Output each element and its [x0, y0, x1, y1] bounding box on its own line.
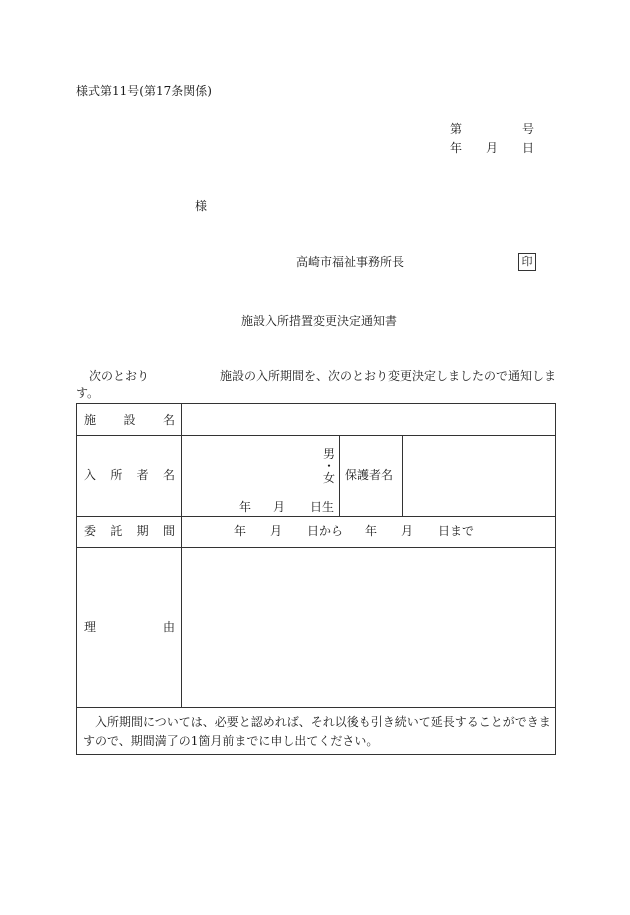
period-end-month: 月	[401, 524, 414, 538]
period-end-year: 年	[365, 524, 378, 538]
birth-day: 日生	[310, 500, 335, 514]
addressee-suffix: 様	[195, 199, 208, 213]
facility-name-label: 施 設 名	[84, 413, 175, 427]
extension-note: 入所期間については、必要と認めれば、それ以後も引き続いて延長することができますので、期間満了の1箇月前までに申し出てください。	[83, 715, 551, 748]
gender-female: 女	[323, 471, 336, 485]
period-start-year: 年	[234, 524, 247, 538]
row-divider	[77, 516, 555, 517]
intro-body: 施設の入所期間を、次のとおり変更決定しましたので通知しま	[220, 369, 557, 383]
gender-divider	[339, 435, 340, 516]
period-start-month: 月	[270, 524, 283, 538]
reason-field[interactable]	[183, 550, 555, 706]
guardian-divider	[402, 435, 403, 516]
form-number: 様式第11号(第17条関係)	[76, 84, 212, 98]
resident-name-field[interactable]	[183, 437, 338, 487]
doc-date-day: 日	[522, 141, 535, 155]
guardian-name-label: 保護者名	[345, 468, 394, 482]
doc-number-prefix: 第	[450, 122, 463, 136]
issuer-name: 高崎市福祉事務所長	[296, 255, 405, 269]
row-divider	[77, 435, 555, 436]
row-divider	[77, 707, 555, 708]
row-divider	[77, 547, 555, 548]
label-column-divider	[181, 404, 182, 707]
doc-date-month: 月	[486, 141, 499, 155]
decision-table	[76, 403, 556, 755]
period-start-day: 日から	[307, 524, 344, 538]
period-label: 委 託 期 間	[84, 524, 175, 538]
doc-date-year: 年	[450, 141, 463, 155]
reason-label: 理 由	[84, 620, 175, 634]
period-end-day: 日まで	[438, 524, 475, 538]
intro-lead: 次のとおり	[89, 369, 150, 383]
gender-male: 男	[323, 447, 336, 461]
resident-name-label: 入 所 者 名	[84, 468, 175, 482]
seal-mark: 印	[518, 253, 536, 271]
gender-separator: ・	[323, 459, 336, 473]
document-title: 施設入所措置変更決定通知書	[241, 314, 398, 328]
birth-year: 年	[239, 500, 252, 514]
birth-month: 月	[273, 500, 286, 514]
intro-tail: す。	[76, 386, 100, 400]
guardian-name-field[interactable]	[404, 437, 555, 515]
facility-name-field[interactable]	[183, 405, 555, 434]
doc-number-suffix: 号	[522, 122, 535, 136]
